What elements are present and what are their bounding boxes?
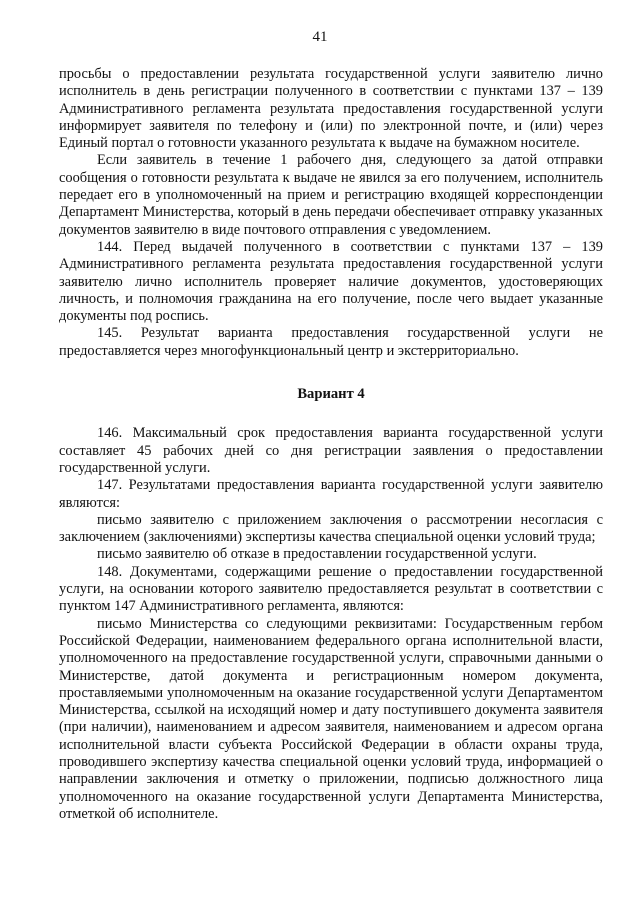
paragraph-next-day: Если заявитель в течение 1 рабочего дня, следующего за датой отправки сообщения о готовности результата к выдаче не явился за его получением, исполнитель передает его в уполномоченный на прием и регистрацию входящей корреспонденции Департамент Министерства, который в день передачи обеспечивает отправку указанных документов заявителю в виде почтового отправления с уведомлением. <box>59 152 603 238</box>
section-heading: Вариант 4 <box>297 386 365 403</box>
paragraph-146: 146. Максимальный срок предоставления варианта государственной услуги составляет 45 рабочих дней со дня регистрации заявления о предоставлении государственной услуги. <box>59 425 603 476</box>
paragraph-147: 147. Результатами предоставления варианта государственной услуги заявителю являются: <box>59 477 603 511</box>
paragraph-144: 144. Перед выдачей полученного в соответствии с пунктами 137 – 139 Административного регламента результата предоставления государственной услуги заявителю лично исполнитель проверяет наличие документов, удостоверяющих личность, и полномочия гражданина на его получение, после чего выдает указанные документы под роспись. <box>59 238 603 325</box>
page-number: 41 <box>312 29 328 45</box>
paragraph-148: 148. Документами, содержащими решение о предоставлении государственной услуги, на основании которого заявителю предоставляется результат в соответствии с пунктом 147 Административного регламента, являются: <box>59 563 603 615</box>
paragraph-147-a: письмо заявителю с приложением заключения о рассмотрении несогласия с заключением (заключениями) экспертизы качества специальной оценки условий труда; <box>59 511 603 546</box>
paragraph-145: 145. Результат варианта предоставления государственной услуги не предоставляется через многофункциональный центр и экстерриториально. <box>59 325 603 359</box>
body-text <box>59 66 603 823</box>
paragraph-148-a: письмо Министерства со следующими реквизитами: Государственным гербом Российской Федерации, наименованием федерального органа исполнительной власти, уполномоченного на предоставление государственной услуги, справочными данными о Министерстве, датой документа и регистрационным номером документа, проставляемыми уполномоченным на оказание государственной услуги Департаментом Министерства, ссылкой на исходящий номер и дату поступившего документа заявителя (при наличии), наименованием и адресом заявителя, наименованием и адресом органа исполнительной власти субъекта Российской Федерации в области охраны труда, проводившего экспертизу качества специальной оценки условий труда, информацией о направлении заключения и отметку о приложении, подписью должностного лица уполномоченного на оказание государственной услуги Департамента Министерства, отметкой об исполнителе. <box>59 615 603 822</box>
paragraph-147-b: письмо заявителю об отказе в предоставлении государственной услуги. <box>97 546 537 563</box>
section-after-heading <box>59 425 603 823</box>
paragraph-cont: просьбы о предоставлении результата государственной услуги заявителю лично исполнитель в день регистрации полученного в соответствии с пунктами 137 – 139 Административного регламента результата предоставления государственной услуги информирует заявителя по телефону и (или) по электронной почте, и (или) через Единый портал о готовности указанного результата к выдаче на бумажном носителе. <box>59 66 603 152</box>
section-before-heading <box>59 66 603 360</box>
